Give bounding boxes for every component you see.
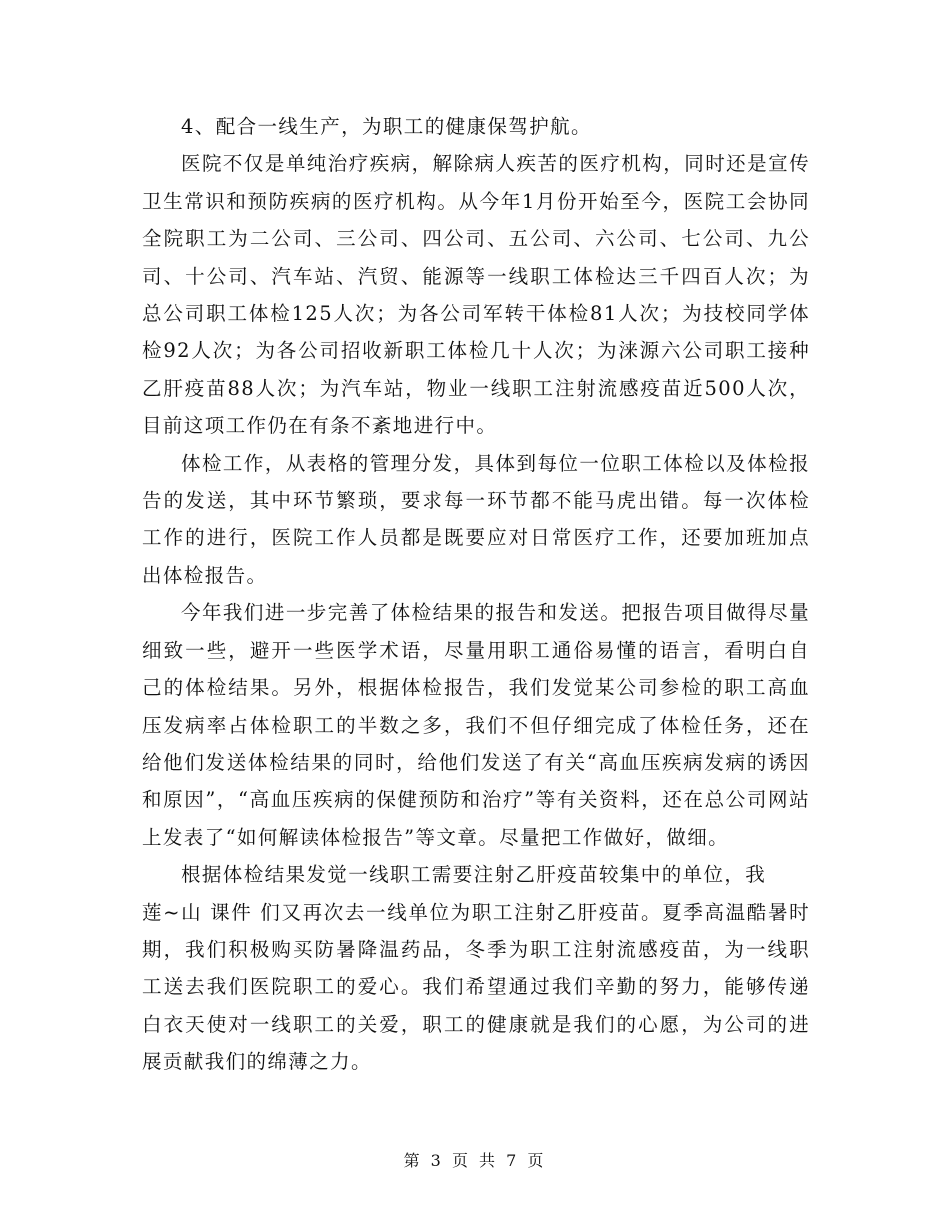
paragraph-vaccination-intro: 根据体检结果发觉一线职工需要注射乙肝疫苗较集中的单位，我 xyxy=(181,863,767,887)
paragraph-vaccination-continued: 莲~山 课件 们又再次去一线单位为职工注射乙肝疫苗。夏季高温酷暑时期，我们积极购买防暑降温药品，冬季为职工注射流感疫苗，为一线职工送去我们医院职工的爱心。我们希望通过我们辛勤的努力，能够传递白衣天使对一线职工的关爱，职工的健康就是我们的心愿，为公司的进展贡献我们的绵薄之力。 xyxy=(142,900,810,1074)
paragraph-section-heading: 4、配合一线生产，为职工的健康保驾护航。 xyxy=(181,115,592,138)
paragraph-checkup-summary: 医院不仅是单纯治疗疾病，解除病人疾苦的医疗机构，同时还是宣传卫生常识和预防疾病的医疗机构。从今年1月份开始至今，医院工会协同全院职工为二公司、三公司、四公司、五公司、六公司、七公司、九公司、十公司、汽车站、汽贸、能源等一线职工体检达三千四百人次；为总公司职工体检125人次；为各公司军转干体检81人次；为技校同学体检92人次；为各公司招收新职工体检几十人次；为涞源六公司职工接种乙肝疫苗88人次；为汽车站，物业一线职工注射流感疫苗近500人次，目前这项工作仍在有条不紊地进行中。 xyxy=(142,152,810,438)
document-body xyxy=(142,108,810,1081)
page-number-footer: 第 3 页 共 7 页 xyxy=(403,1151,547,1170)
paragraph-checkup-workflow: 体检工作，从表格的管理分发，具体到每位一位职工体检以及体检报告的发送，其中环节繁琐，要求每一环节都不能马虎出错。每一次体检工作的进行，医院工作人员都是既要应对日常医疗工作，还要加班加点出体检报告。 xyxy=(142,451,810,587)
paragraph-report-improvement: 今年我们进一步完善了体检结果的报告和发送。把报告项目做得尽量细致一些，避开一些医学术语，尽量用职工通俗易懂的语言，看明白自己的体检结果。另外，根据体检报告，我们发觉某公司参检的职工高血压发病率占体检职工的半数之多，我们不但仔细完成了体检任务，还在给他们发送体检结果的同时，给他们发送了有关“高血压疾病发病的诱因和原因”，“高血压疾病的保健预防和治疗”等有关资料，还在总公司网站上发表了“如何解读体检报告”等文章。尽量把工作做好，做细。 xyxy=(142,601,810,849)
